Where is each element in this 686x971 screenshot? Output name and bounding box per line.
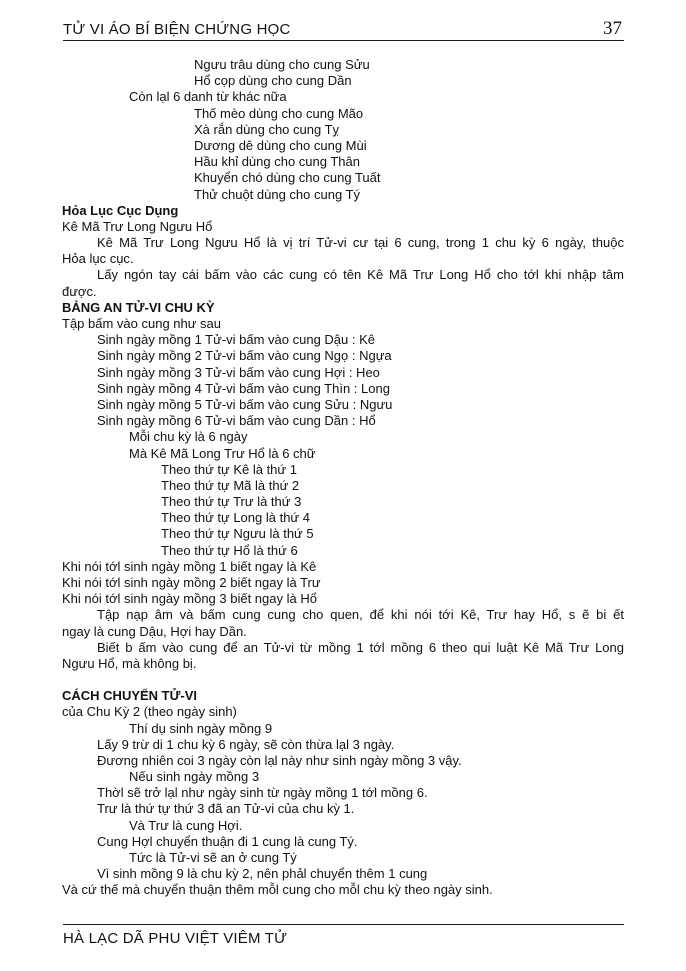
text-line: Lấy 9 trừ di 1 chu kỳ 6 ngày, sẽ còn thừa lạl 3 ngày.: [97, 736, 395, 752]
page-footer: [63, 924, 624, 947]
text-line: Sinh ngày mồng 6 Tử-vi bấm vào cung Dần : Hổ: [97, 413, 376, 429]
text-line: Trư là thứ tự thứ 3 đã an Tử-vi của chu kỳ 1.: [97, 801, 355, 817]
text-line: Sinh ngày mồng 4 Tử-vi bấm vào cung Thìn : Long: [97, 380, 390, 396]
text-line: Cung Hợl chuyển thuận đi 1 cung là cung Tý.: [97, 833, 358, 849]
text-line: Lấy ngón tay cái bấm vào các cung có tên Kê Mã Trư Long Hổ cho tớl khi nhập tâm: [97, 267, 624, 283]
text-line: Kê Mã Trư Long Ngưu Hổ là vị trí Tử-vi cư tại 6 cung, trong 1 chu kỳ 6 ngày, thuộc: [97, 235, 624, 251]
text-line: Theo thứ tự Long là thứ 4: [161, 510, 310, 526]
text-line: Đương nhiên coi 3 ngày còn lạl này như sinh ngày mồng 3 vậy.: [97, 752, 462, 768]
text-line: Khuyển chó dùng cho cung Tuất: [194, 170, 381, 186]
text-line: Ngưu trâu dùng cho cung Sửu: [194, 57, 370, 72]
text-line: ngay là cung Dậu, Hợi hay Dần.: [62, 623, 247, 639]
footer-imprint: HÀ LẠC DÃ PHU VIỆT VIÊM TỬ: [63, 930, 288, 947]
text-line: Theo thứ tự Kê là thứ 1: [161, 461, 297, 477]
document-body: [62, 57, 624, 899]
text-line: Khi nói tớl sinh ngày mồng 2 biết ngay là Trư: [62, 575, 321, 590]
text-line: Theo thứ tự Ngưu là thứ 5: [161, 526, 314, 542]
text-line: Mà Kê Mã Long Trư Hổ là 6 chữ: [129, 445, 316, 461]
text-line: Hổ cọp dùng cho cung Dần: [194, 73, 352, 89]
text-line: Xà rắn dùng cho cung Tỵ: [194, 121, 340, 137]
text-line: Sinh ngày mồng 3 Tử-vi bấm vào cung Hợi : Heo: [97, 364, 380, 380]
text-line: của Chu Kỳ 2 (theo ngày sinh): [62, 704, 237, 720]
text-line: Biết b ấm vào cung để an Tử-vi từ mồng 1 tớl mồng 6 theo qui luật Kê Mã Trư Long: [97, 639, 624, 655]
text-line: Hầu khỉ dùng cho cung Thân: [194, 154, 360, 170]
text-line: Ngưu Hổ, mà không bị.: [62, 655, 197, 671]
text-line: Hỏa Lục Cục Dụng: [62, 202, 179, 218]
text-line: Và Trư là cung Hợi.: [129, 817, 243, 833]
text-line: Hỏa lục cục.: [62, 251, 134, 267]
text-line: Theo thứ tự Hổ là thứ 6: [161, 542, 298, 558]
text-line: Sinh ngày mồng 5 Tử-vi bấm vào cung Sửu : Ngưu: [97, 396, 393, 412]
text-line: Kê Mã Trư Long Ngưu Hổ: [62, 218, 213, 234]
text-line: Sinh ngày mồng 2 Tử-vi bấm vào cung Ngọ : Ngựa: [97, 348, 392, 364]
text-line: Sinh ngày mồng 1 Tử-vi bấm vào cung Dậu : Kê: [97, 332, 376, 348]
text-line: Thố mèo dùng cho cung Mão: [194, 105, 364, 121]
text-line: Theo thứ tự Mã là thứ 2: [161, 477, 300, 493]
text-line: Theo thứ tự Trư là thứ 3: [161, 494, 302, 510]
page-header: [63, 19, 624, 41]
text-line: Tập bấm vào cung như sau: [62, 316, 222, 331]
text-line: Thờl sẽ trở lạl như ngày sinh từ ngày mồng 1 tớl mồng 6.: [97, 785, 428, 801]
text-line: Nếu sinh ngày mồng 3: [129, 769, 260, 785]
text-line: Khi nói tớl sinh ngày mồng 1 biết ngay là Kê: [62, 558, 317, 574]
text-line: Tức là Tử-vi sẽ an ở cung Tý: [129, 850, 297, 865]
text-line: BẢNG AN TỬ-VI CHU KỲ: [62, 299, 215, 315]
text-line: Còn lạl 6 danh từ khác nữa: [129, 89, 287, 105]
text-line: Dương dê dùng cho cung Mùi: [194, 137, 367, 153]
text-line: Vì sinh mồng 9 là chu kỳ 2, nên phảl chuyển thêm 1 cung: [97, 866, 428, 882]
header-title: TỬ VI ÁO BÍ BIỆN CHỨNG HỌC: [63, 21, 291, 38]
text-line: Khi nói tớl sinh ngày mồng 3 biết ngay là Hổ: [62, 591, 317, 607]
text-line: Và cứ thế mà chuyển thuận thêm mỗl cung cho mỗl chu kỳ theo ngày sinh.: [62, 882, 493, 898]
text-line: Tập nạp âm và bấm cung cung cho quen, để khi nói tới Kê, Trư hay Hổ, s ẽ bi ết: [97, 607, 624, 623]
text-line: Mỗi chu kỳ là 6 ngày: [129, 429, 248, 445]
text-line: được.: [62, 283, 97, 299]
text-line: CÁCH CHUYỂN TỬ-VI: [62, 688, 198, 704]
page-number: 37: [603, 18, 622, 39]
text-line: Thí dụ sinh ngày mồng 9: [129, 720, 273, 736]
text-line: Thử chuột dùng cho cung Tý: [194, 186, 361, 202]
